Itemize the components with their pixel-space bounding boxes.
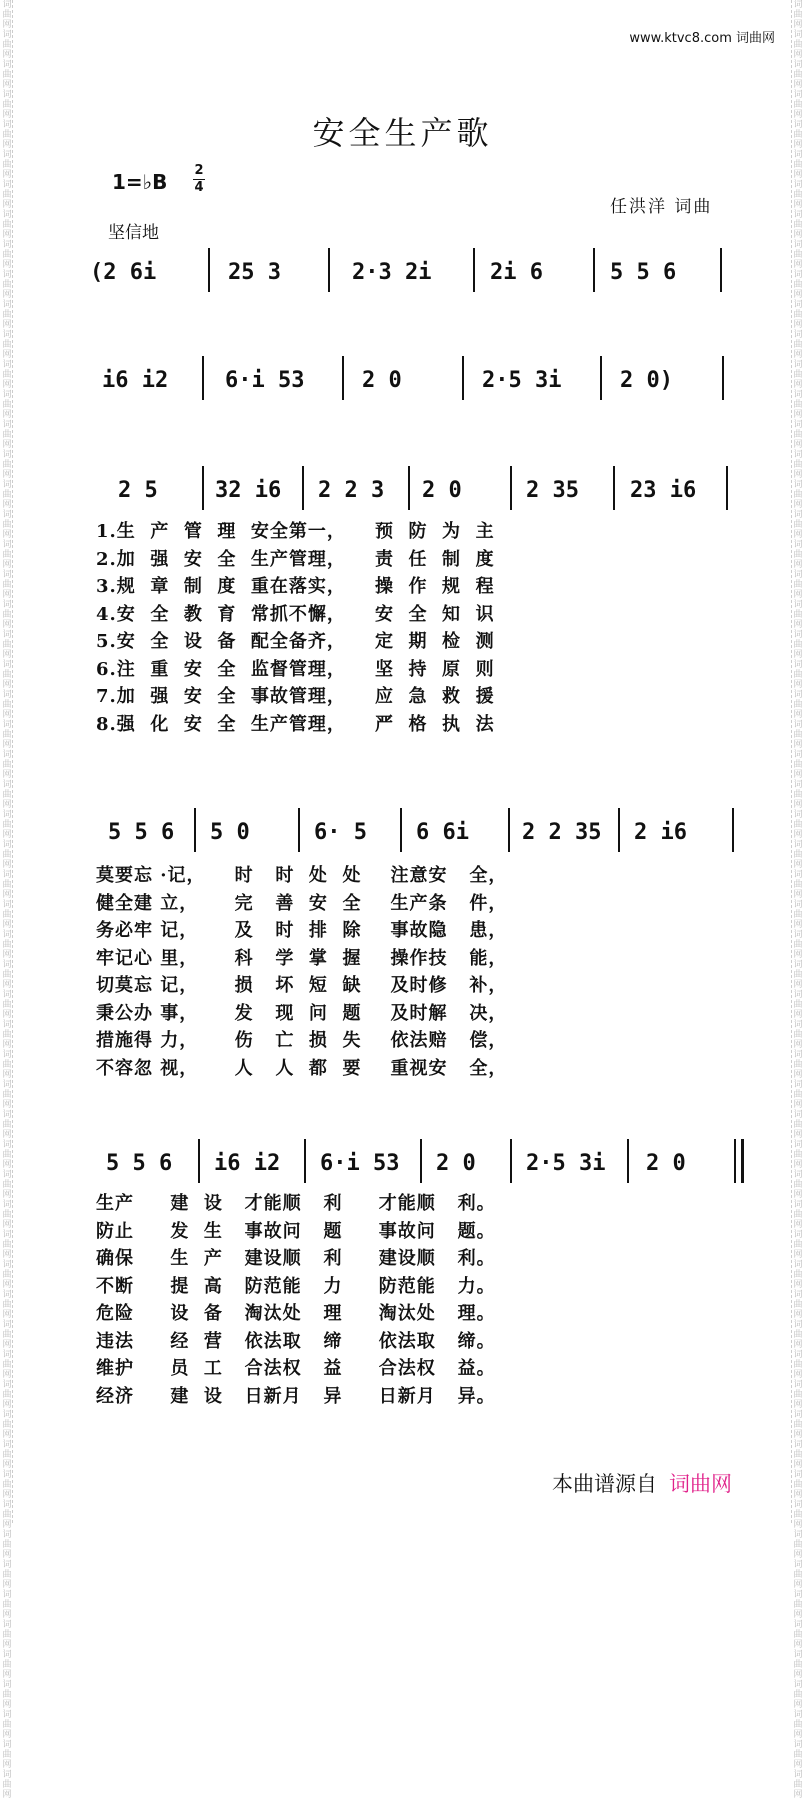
- measure: 6· 5: [314, 819, 367, 845]
- barline: [473, 248, 475, 292]
- measure: 2 0: [362, 367, 402, 393]
- score-line-4: [90, 812, 740, 852]
- barline: [328, 248, 330, 292]
- lyric-line: 不断 提 高 防范能 力 防范能 力。: [96, 1275, 496, 1297]
- measure: 5 5 6: [108, 819, 175, 845]
- barline: [408, 466, 410, 510]
- barline: [304, 1139, 306, 1183]
- barline: [400, 808, 402, 852]
- barline: [593, 248, 595, 292]
- barline: [510, 1139, 512, 1183]
- measure: i6 i2: [214, 1150, 281, 1176]
- barline: [420, 1139, 422, 1183]
- score-line-2: [90, 360, 740, 400]
- barline: [613, 466, 615, 510]
- measure: 5 0: [210, 819, 250, 845]
- lyric-line: 防止 发 生 事故问 题 事故问 题。: [96, 1220, 496, 1242]
- measure: 25 3: [228, 259, 281, 285]
- measure: 2·3 2i: [352, 259, 432, 285]
- lyric-line: 莫要忘 ·记， 时 时 处 处 注意安 全，: [96, 865, 508, 886]
- final-barline: [734, 1139, 744, 1183]
- barline: [194, 808, 196, 852]
- lyric-line: 5.安 全 设 备 配全备齐， 定 期 检 测: [96, 631, 495, 652]
- measure: 2·5 3i: [482, 367, 562, 393]
- lyric-line: 务必牢 记， 及 时 排 除 事故隐 患，: [96, 920, 508, 941]
- lyric-line: 切莫忘 记， 损 坏 短 缺 及时修 补，: [96, 975, 508, 996]
- measure: 5 5 6: [610, 259, 677, 285]
- lyric-line: 4.安 全 教 育 常抓不懈， 安 全 知 识: [96, 603, 495, 625]
- measure: 2 35: [526, 477, 579, 503]
- key-signature: 1=♭B: [112, 170, 168, 194]
- barline: [462, 356, 464, 400]
- measure: 2 i6: [634, 819, 687, 845]
- measure: 2 5: [118, 477, 158, 503]
- measure: 2 2 3: [318, 477, 385, 503]
- barline: [726, 466, 728, 510]
- barline: [342, 356, 344, 400]
- side-watermark-left: 词曲网词曲网词曲网词曲网词曲网词曲网词曲网词曲网词曲网词曲网词曲网词曲网词曲网词曲网词曲网词曲网词曲网词曲网词曲网词曲网词曲网词曲网词曲网词曲网词曲网词曲网词曲网词曲网词曲网词曲网词曲网词曲网词曲网词曲网词曲网词曲网词曲网词曲网词曲网词曲网词曲网词曲网词曲网词曲网词曲网词曲网词曲网词曲网词曲网词曲网词曲网词曲网词曲网词曲网词曲网词曲网词曲网词曲网词曲网词曲网: [0, 0, 14, 1523]
- lyric-line: 8.强 化 安 全 生产管理， 严 格 执 法: [96, 713, 495, 735]
- lyric-line: 确保 生 产 建设顺 利 建设顺 利。: [96, 1248, 496, 1269]
- lyric-line: 3.规 章 制 度 重在落实， 操 作 规 程: [96, 576, 495, 597]
- lyric-line: 1.生 产 管 理 安全第一， 预 防 为 主: [96, 521, 495, 542]
- measure: 6·i 53: [225, 367, 305, 393]
- lyric-line: 维护 员 工 合法权 益 合法权 益。: [96, 1358, 496, 1379]
- composer-credit: 任洪洋 词曲: [610, 197, 713, 217]
- lyric-line: 6.注 重 安 全 监督管理， 坚 持 原 则: [96, 658, 495, 680]
- time-signature: [193, 164, 205, 195]
- barline: [198, 1139, 200, 1183]
- score-line-1: [90, 252, 740, 292]
- lyric-line: 违法 经 营 依法取 缔 依法取 缔。: [96, 1330, 496, 1352]
- barline: [627, 1139, 629, 1183]
- time-signature-top: 2: [194, 163, 204, 178]
- lyric-line: 牢记心 里， 科 学 掌 握 操作技 能，: [96, 947, 508, 969]
- lyric-line: 2.加 强 安 全 生产管理， 责 任 制 度: [96, 548, 495, 570]
- lyrics-verse-c: [96, 1190, 716, 1410]
- barline: [600, 356, 602, 400]
- tempo-marking: 坚信地: [108, 223, 159, 243]
- barline: [202, 356, 204, 400]
- measure: 2 0): [620, 367, 673, 393]
- measure: 6 6i: [416, 819, 469, 845]
- score-line-5: [90, 1143, 740, 1183]
- barline: [508, 808, 510, 852]
- measure: 32 i6: [215, 477, 282, 503]
- measure: 23 i6: [630, 477, 697, 503]
- measure: 2 2 35: [522, 819, 602, 845]
- measure: 2 0: [436, 1150, 476, 1176]
- barline: [510, 466, 512, 510]
- measure: i6 i2: [102, 367, 169, 393]
- footer-source-text: 本曲谱源自: [552, 1472, 657, 1496]
- barline: [208, 248, 210, 292]
- barline: [202, 466, 204, 510]
- lyric-line: 生产 建 设 才能顺 利 才能顺 利。: [96, 1193, 496, 1214]
- measure: 6·i 53: [320, 1150, 400, 1176]
- measure: 2 0: [422, 477, 462, 503]
- lyrics-verse-a: [96, 518, 716, 738]
- barline: [302, 466, 304, 510]
- footer-credit: [552, 1468, 732, 1498]
- footer-site-link[interactable]: 词曲网: [669, 1472, 732, 1496]
- barline: [618, 808, 620, 852]
- measure: 2·5 3i: [526, 1150, 606, 1176]
- barline: [732, 808, 734, 852]
- lyric-line: 经济 建 设 日新月 异 日新月 异。: [96, 1385, 496, 1407]
- lyric-line: 7.加 强 安 全 事故管理， 应 急 救 援: [96, 686, 495, 707]
- time-signature-bottom: 4: [194, 180, 204, 195]
- barline: [298, 808, 300, 852]
- barline: [722, 356, 724, 400]
- lyric-line: 危险 设 备 淘汰处 理 淘汰处 理。: [96, 1303, 496, 1324]
- measure: (2 6i: [90, 259, 157, 285]
- measure: 2 0: [646, 1150, 686, 1176]
- score-line-3: [90, 470, 740, 510]
- site-watermark[interactable]: www.ktvc8.com 词曲网: [629, 31, 775, 46]
- lyric-line: 措施得 力， 伤 亡 损 失 依法赔 偿，: [96, 1030, 508, 1051]
- measure: 2i 6: [490, 259, 543, 285]
- measure: 5 5 6: [106, 1150, 173, 1176]
- song-title: 安全生产歌: [312, 114, 493, 152]
- barline: [720, 248, 722, 292]
- lyric-line: 不容忽 视， 人 人 都 要 重视安 全，: [96, 1057, 508, 1079]
- lyrics-verse-b: [96, 862, 716, 1082]
- lyric-line: 秉公办 事， 发 现 问 题 及时解 决，: [96, 1002, 508, 1024]
- side-watermark-right: 词曲网词曲网词曲网词曲网词曲网词曲网词曲网词曲网词曲网词曲网词曲网词曲网词曲网词曲网词曲网词曲网词曲网词曲网词曲网词曲网词曲网词曲网词曲网词曲网词曲网词曲网词曲网词曲网词曲网词曲网词曲网词曲网词曲网词曲网词曲网词曲网词曲网词曲网词曲网词曲网词曲网词曲网词曲网词曲网词曲网词曲网词曲网词曲网词曲网词曲网词曲网词曲网词曲网词曲网词曲网词曲网词曲网词曲网词曲网词曲网: [791, 0, 805, 1523]
- lyric-line: 健全建 立， 完 善 安 全 生产条 件，: [96, 892, 508, 914]
